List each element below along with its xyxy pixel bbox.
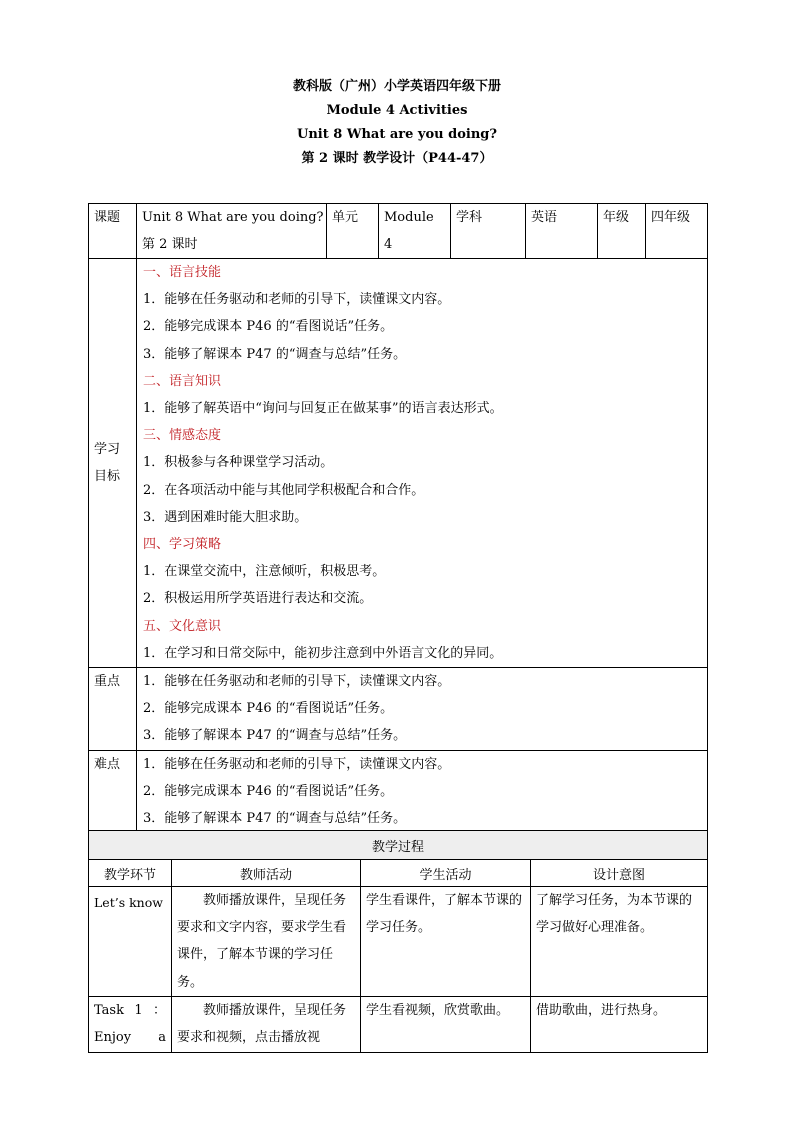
student-cell: 学生看视频，欣赏歌曲。: [361, 997, 531, 1053]
stage-colon: ：: [152, 1003, 166, 1018]
header-unit: Unit 8 What are you doing?: [297, 127, 497, 142]
teaching-process-table: [88, 830, 708, 1053]
stage-text: Let’s know: [94, 895, 163, 910]
col-student: 学生活动: [361, 860, 531, 887]
key-point-item: 1．能够在任务驱动和老师的引导下，读懂课文内容。: [143, 674, 451, 690]
grade-label: 年级: [598, 204, 646, 259]
process-row: [89, 887, 708, 997]
teacher-cell: 教师播放课件，呈现任务要求和视频，点击播放视: [172, 997, 361, 1053]
intent-cell: 了解学习任务，为本节课的学习做好心理准备。: [531, 887, 708, 997]
section-title-cultural-awareness: 五、文化意识: [143, 618, 222, 634]
col-intent: 设计意图: [531, 860, 708, 887]
goal-item: 1．能够在任务驱动和老师的引导下，读懂课文内容。: [143, 292, 451, 308]
col-teacher: 教师活动: [172, 860, 361, 887]
process-header-row: [89, 860, 708, 887]
stage-word: a: [158, 1030, 166, 1045]
teacher-cell: 教师播放课件，呈现任务要求和文字内容，要求学生看课件，了解本节课的学习任务。: [172, 887, 361, 997]
goal-item: 1．能够了解英语中“询问与回复正在做某事”的语言表达形式。: [143, 401, 503, 417]
lesson-plan-table: [88, 203, 708, 833]
key-points-content: [137, 668, 708, 751]
goals-label-line2: 目标: [94, 469, 121, 485]
goal-item: 2．积极运用所学英语进行表达和交流。: [143, 591, 373, 607]
goals-content: [137, 259, 708, 668]
difficult-point-item: 2．能够完成课本 P46 的“看图说话”任务。: [143, 783, 394, 799]
section-title-learning-strategy: 四、学习策略: [143, 537, 222, 553]
goal-item: 1．积极参与各种课堂学习活动。: [143, 455, 334, 471]
stage-word: Enjoy: [94, 1030, 132, 1045]
goal-item: 3．能够了解课本 P47 的“调查与总结”任务。: [143, 346, 407, 362]
subject-value: 英语: [526, 204, 598, 259]
subject-label: 学科: [451, 204, 526, 259]
goal-item: 1．在学习和日常交际中，能初步注意到中外语言文化的异同。: [143, 645, 503, 661]
stage-line2: [94, 1024, 166, 1051]
unit-value: Module 4: [379, 204, 451, 259]
difficult-point-item: 3．能够了解课本 P47 的“调查与总结”任务。: [143, 811, 407, 827]
topic-value: [137, 204, 327, 259]
header-lesson: 第 2 课时 教学设计（P44-47）: [301, 151, 493, 166]
topic-value-line1: Unit 8 What are you doing?: [142, 210, 324, 225]
goals-label-line1: 学习: [94, 442, 121, 458]
difficult-points-label: 难点: [89, 750, 137, 833]
grade-value: 四年级: [646, 204, 708, 259]
stage-word: Task: [94, 1003, 124, 1018]
goal-item: 1．在课堂交流中，注意倾听，积极思考。: [143, 564, 386, 580]
goal-item: 2．在各项活动中能与其他同学积极配合和合作。: [143, 482, 425, 498]
section-title-emotion-attitude: 三、情感态度: [143, 428, 222, 444]
difficult-points-content: [137, 750, 708, 833]
key-point-item: 2．能够完成课本 P46 的“看图说话”任务。: [143, 701, 394, 717]
key-point-item: 3．能够了解课本 P47 的“调查与总结”任务。: [143, 728, 407, 744]
col-stage: 教学环节: [89, 860, 172, 887]
key-points-row: [89, 668, 708, 751]
section-title-language-skills: 一、语言技能: [143, 265, 222, 280]
process-banner: 教学过程: [89, 831, 708, 860]
student-cell: 学生看课件，了解本节课的学习任务。: [361, 887, 531, 997]
key-points-label: 重点: [89, 668, 137, 751]
unit-label: 单元: [327, 204, 379, 259]
topic-label: 课题: [89, 204, 137, 259]
header-book-title: 教科版（广州）小学英语四年级下册: [292, 79, 501, 94]
info-row: [89, 204, 708, 259]
goal-item: 2．能够完成课本 P46 的“看图说话”任务。: [143, 319, 394, 335]
section-title-language-knowledge: 二、语言知识: [143, 373, 222, 389]
stage-cell: [89, 997, 172, 1053]
goal-item: 3．遇到困难时能大胆求助。: [143, 509, 308, 525]
topic-value-line2: 第 2 课时: [142, 237, 198, 252]
process-row: [89, 997, 708, 1053]
header-module: Module 4 Activities: [326, 103, 468, 118]
intent-cell: 借助歌曲，进行热身。: [531, 997, 708, 1053]
stage-cell: [89, 887, 172, 997]
goals-row: [89, 259, 708, 668]
difficult-points-row: [89, 750, 708, 833]
process-banner-row: [89, 831, 708, 860]
stage-line1: [94, 997, 166, 1024]
goals-label: [89, 259, 137, 668]
difficult-point-item: 1．能够在任务驱动和老师的引导下，读懂课文内容。: [143, 756, 451, 772]
stage-number: 1: [134, 1003, 143, 1018]
document-header: [0, 75, 794, 171]
